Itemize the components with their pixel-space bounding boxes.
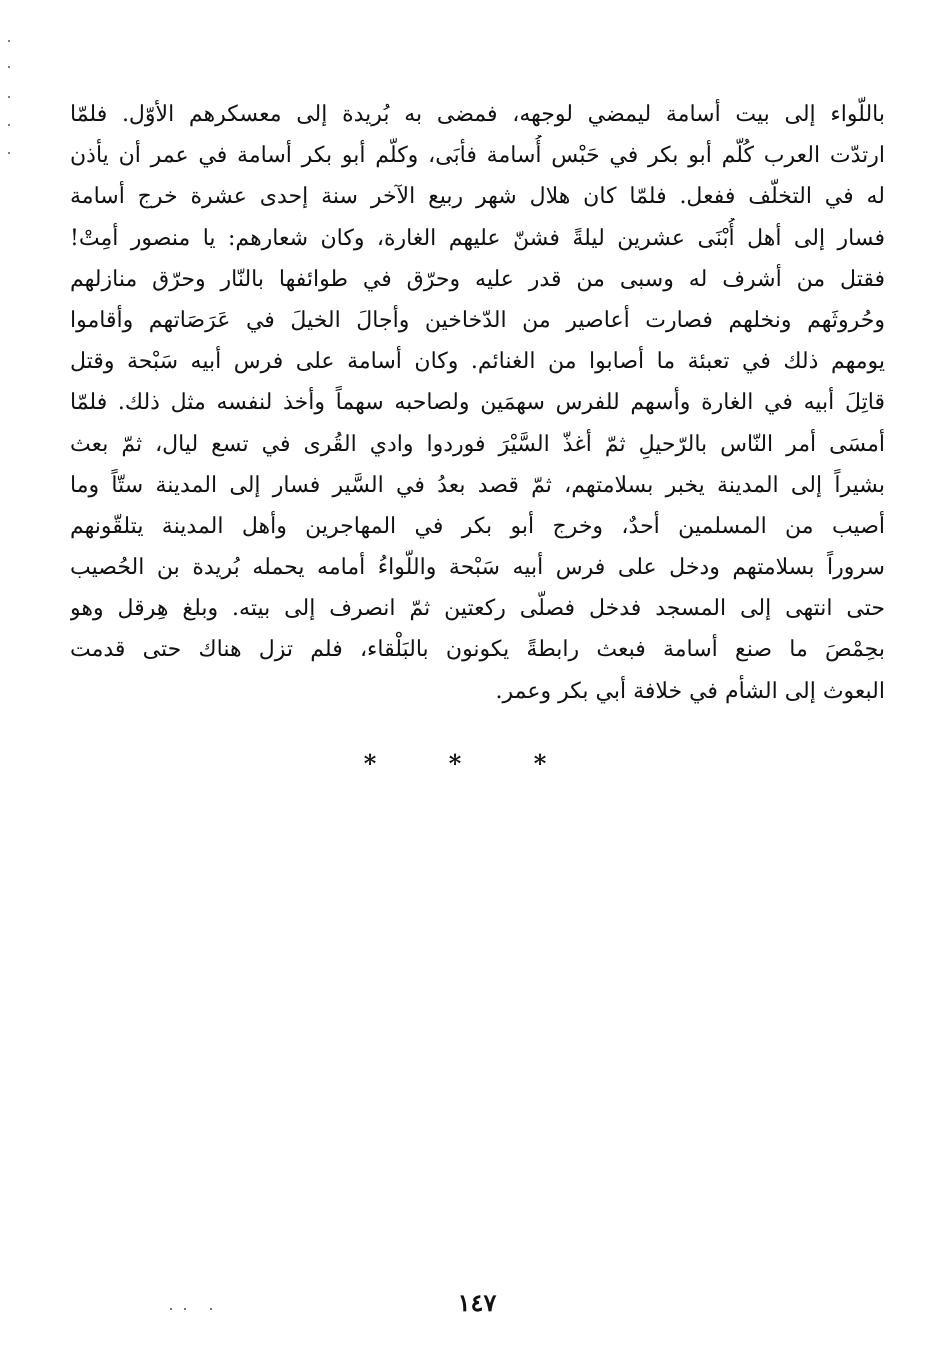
text-line-last: البعوث إلى الشأم في خلافة أبي بكر وعمر. (495, 678, 885, 704)
body-text (70, 94, 885, 712)
asterisk-ornament: * (363, 749, 377, 778)
text-line: قاتِلَ أبيه في الغارة وأسهم للفرس سهمَين ولصاحبه سهماً وأخذ لنفسه مثل ذلك. فلمّا (70, 390, 885, 416)
text-line: يومهم ذلك في تعبئة ما أصابوا من الغنائم. وكان أسامة على فرس أبيه سَبْحة وقتل (70, 349, 885, 375)
text-line: فسار إلى أهل أُبْنَى عشرين ليلةً فشنّ عليهم الغارة، وكان شعارهم: يا منصور أمِتْ! (70, 225, 885, 251)
page-number: ١٤٧ (457, 1288, 497, 1317)
text-line: فقتل من أشرف له وسبى من قدر عليه وحرّق في طوائفها بالنّار وحرّق منازلهم (70, 266, 885, 292)
text-line: أمسَى أمر النّاس بالرّحيلِ ثمّ أغذّ السَّيْرَ فوردوا وادي القُرى في تسع ليال، ثمّ بعث (70, 431, 885, 457)
text-line: حتى انتهى إلى المسجد فدخل فصلّى ركعتين ثمّ انصرف إلى بيته. وبلغ هِرقل وهو (70, 596, 885, 622)
text-line: له في التخلّف ففعل. فلمّا كان هلال شهر ربيع الآخر سنة إحدى عشرة خرج أسامة (70, 184, 885, 210)
margin-specks (8, 40, 14, 160)
section-divider (355, 749, 555, 779)
asterisk-ornament: * (448, 749, 462, 778)
text-line: أصيب من المسلمين أحدٌ، وخرج أبو بكر في المهاجرين وأهل المدينة يتلقّونهم (70, 513, 885, 539)
asterisk-ornament: * (533, 749, 547, 778)
text-line: بحِمْصَ ما صنع أسامة فبعث رابطةً يكونون بالبَلْقاء، فلم تزل هناك حتى قدمت (70, 637, 885, 663)
text-line: ارتدّت العرب كُلّم أبو بكر في حَبْس أُسامة فأبَى، وكلّم أبو بكر أسامة في عمر أن يأذن (70, 143, 885, 169)
text-line: باللّواء إلى بيت أسامة ليمضي لوجهه، فمضى به بُريدة إلى معسكرهم الأوّل. فلمّا (70, 102, 885, 127)
text-line: بشيراً إلى المدينة يخبر بسلامتهم، ثمّ قصد بعدُ في السَّير فسار إلى المدينة ستّاً وما (70, 472, 885, 498)
text-line: سروراً بسلامتهم ودخل على فرس أبيه سَبْحة واللّواءُ أمامه يحمله بُريدة بن الحُصيب (70, 555, 885, 581)
text-line: وحُروثَهم ونخلهم فصارت أعاصير من الدّخاخين وأجالَ الخيلَ في عَرَصَاتهم وأقاموا (70, 307, 885, 333)
